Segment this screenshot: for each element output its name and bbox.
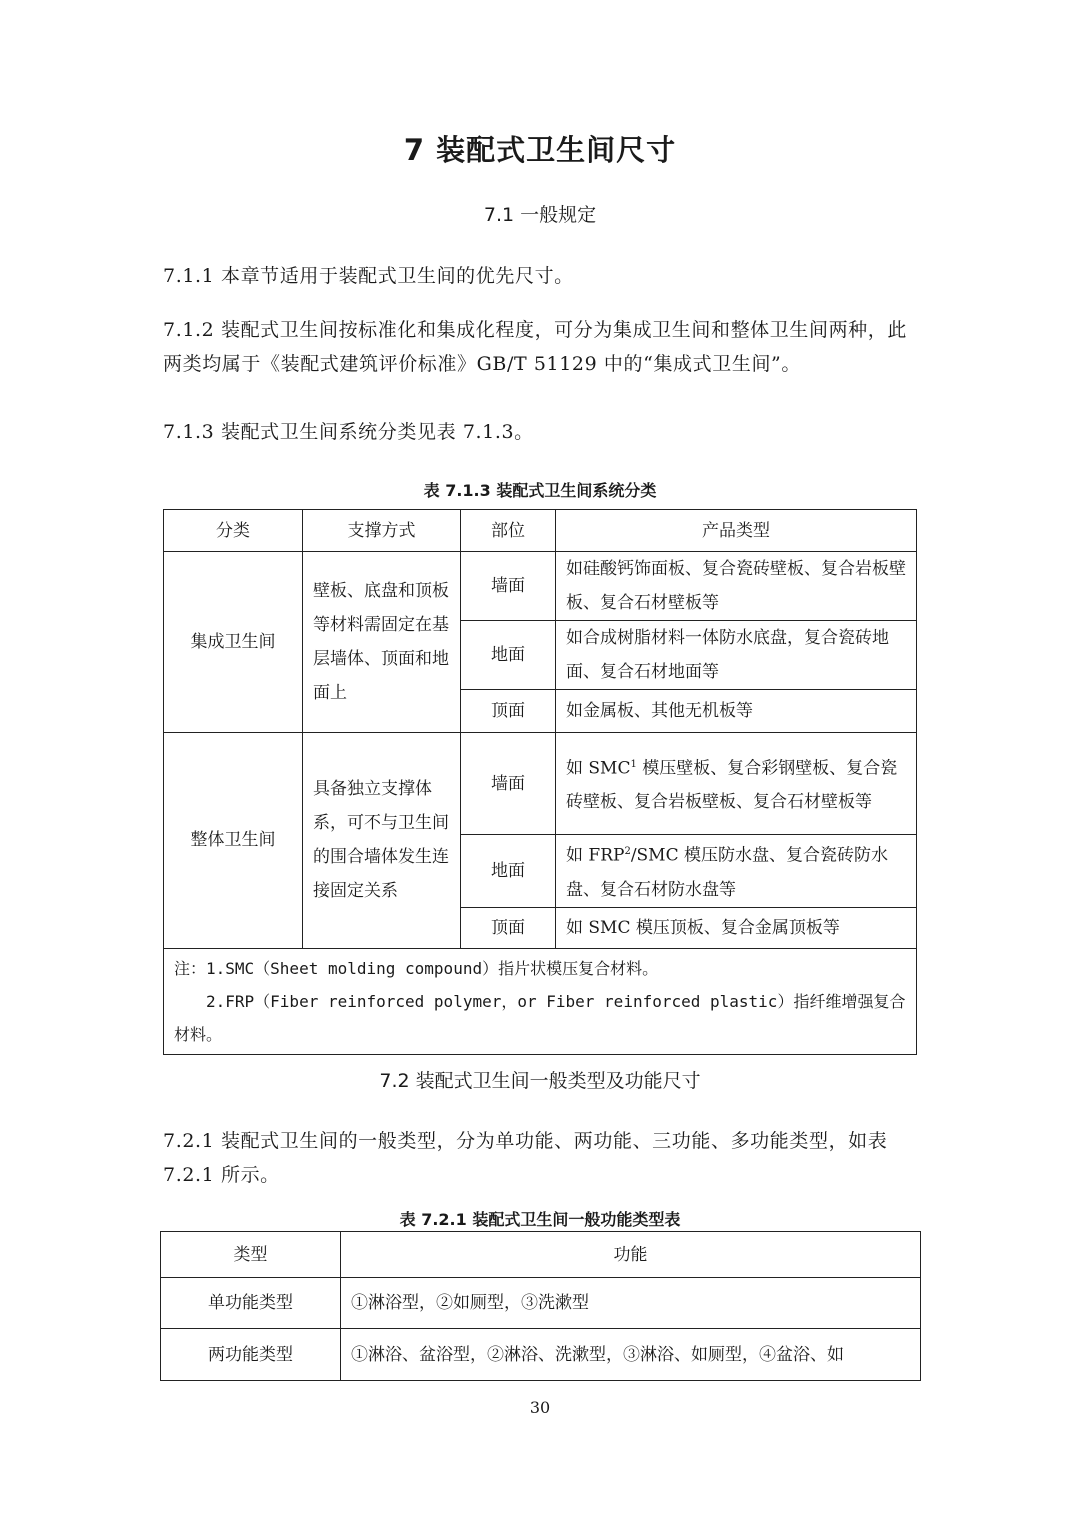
type-cell: 单功能类型: [161, 1278, 341, 1329]
product-text: 模压壁板、复合彩钢壁板、复合瓷砖壁板、复合岩板壁板、复合石材壁板等: [566, 758, 898, 813]
part-cell: 墙面: [461, 733, 556, 835]
part-cell: 顶面: [461, 690, 556, 733]
support-cell: 具备独立支撑体系，可不与卫生间的围合墙体发生连接固定关系: [303, 733, 461, 949]
product-cell: 如合成树脂材料一体防水底盘，复合瓷砖地面、复合石材地面等: [556, 621, 917, 690]
product-text: /SMC 模压防水盘、复合瓷砖防水盘、复合石材防水盘等: [566, 845, 889, 900]
table-notes: [164, 948, 917, 1054]
table-7-1-3-caption: 表 7.1.3 装配式卫生间系统分类: [423, 481, 657, 500]
header-part: 部位: [461, 510, 556, 552]
page-number: 30: [529, 1398, 551, 1417]
footnote-marker: 1: [630, 758, 637, 770]
product-cell: [556, 835, 917, 908]
type-cell: 两功能类型: [161, 1329, 341, 1381]
section-title-7-2: 7.2 装配式卫生间一般类型及功能尺寸: [379, 1070, 701, 1092]
product-prefix: 如 SMC: [566, 758, 631, 779]
part-cell: 地面: [461, 835, 556, 908]
header-type: 类型: [161, 1232, 341, 1278]
table-row: [161, 1278, 921, 1329]
table-notes-row: [164, 948, 917, 1054]
support-cell: 壁板、底盘和顶板等材料需固定在基层墙体、顶面和地面上: [303, 552, 461, 733]
category-cell: 整体卫生间: [164, 733, 303, 949]
table-7-2-1-caption: 表 7.2.1 装配式卫生间一般功能类型表: [399, 1210, 681, 1229]
table-7-1-3: [163, 509, 917, 1055]
header-category: 分类: [164, 510, 303, 552]
paragraph-7-1-2: 7.1.2 装配式卫生间按标准化和集成化程度，可分为集成卫生间和整体卫生间两种，此两类均属于《装配式建筑评价标准》GB/T 51129 中的“集成式卫生间”。: [163, 319, 907, 375]
part-cell: 墙面: [461, 552, 556, 621]
product-prefix: 如 FRP: [566, 845, 625, 866]
product-cell: 如硅酸钙饰面板、复合瓷砖壁板、复合岩板壁板、复合石材壁板等: [556, 552, 917, 621]
footnote-marker: 2: [624, 846, 631, 857]
function-cell: ①淋浴型，②如厕型，③洗漱型: [341, 1278, 921, 1329]
table-header-row: [161, 1232, 921, 1278]
header-function: 功能: [341, 1232, 921, 1278]
paragraph-7-1-1: 7.1.1 本章节适用于装配式卫生间的优先尺寸。: [163, 265, 574, 287]
table-row: [161, 1329, 921, 1381]
note-1: 注：1.SMC（Sheet molding compound）指片状模压复合材料。: [174, 958, 659, 978]
table-row: [164, 552, 917, 621]
part-cell: 地面: [461, 621, 556, 690]
header-product: 产品类型: [556, 510, 917, 552]
table-header-row: [164, 510, 917, 552]
table-row: [164, 733, 917, 835]
note-2: 2.FRP（Fiber reinforced polymer，or Fiber reinforced plastic）指纤维增强复合材料。: [174, 991, 906, 1044]
paragraph-7-1-3: 7.1.3 装配式卫生间系统分类见表 7.1.3。: [163, 421, 534, 443]
product-cell: 如 SMC 模压顶板、复合金属顶板等: [556, 907, 917, 948]
table-7-2-1: [160, 1231, 921, 1381]
part-cell: 顶面: [461, 907, 556, 948]
function-cell: ①淋浴、盆浴型，②淋浴、洗漱型，③淋浴、如厕型，④盆浴、如: [341, 1329, 921, 1381]
product-cell: 如金属板、其他无机板等: [556, 690, 917, 733]
category-cell: 集成卫生间: [164, 552, 303, 733]
header-support: 支撑方式: [303, 510, 461, 552]
paragraph-7-2-1: 7.2.1 装配式卫生间的一般类型，分为单功能、两功能、三功能、多功能类型，如表 7.2.1 所示。: [163, 1130, 888, 1186]
section-title-7-1: 7.1 一般规定: [483, 204, 597, 226]
chapter-title: 7 装配式卫生间尺寸: [403, 133, 677, 167]
product-cell: [556, 733, 917, 835]
